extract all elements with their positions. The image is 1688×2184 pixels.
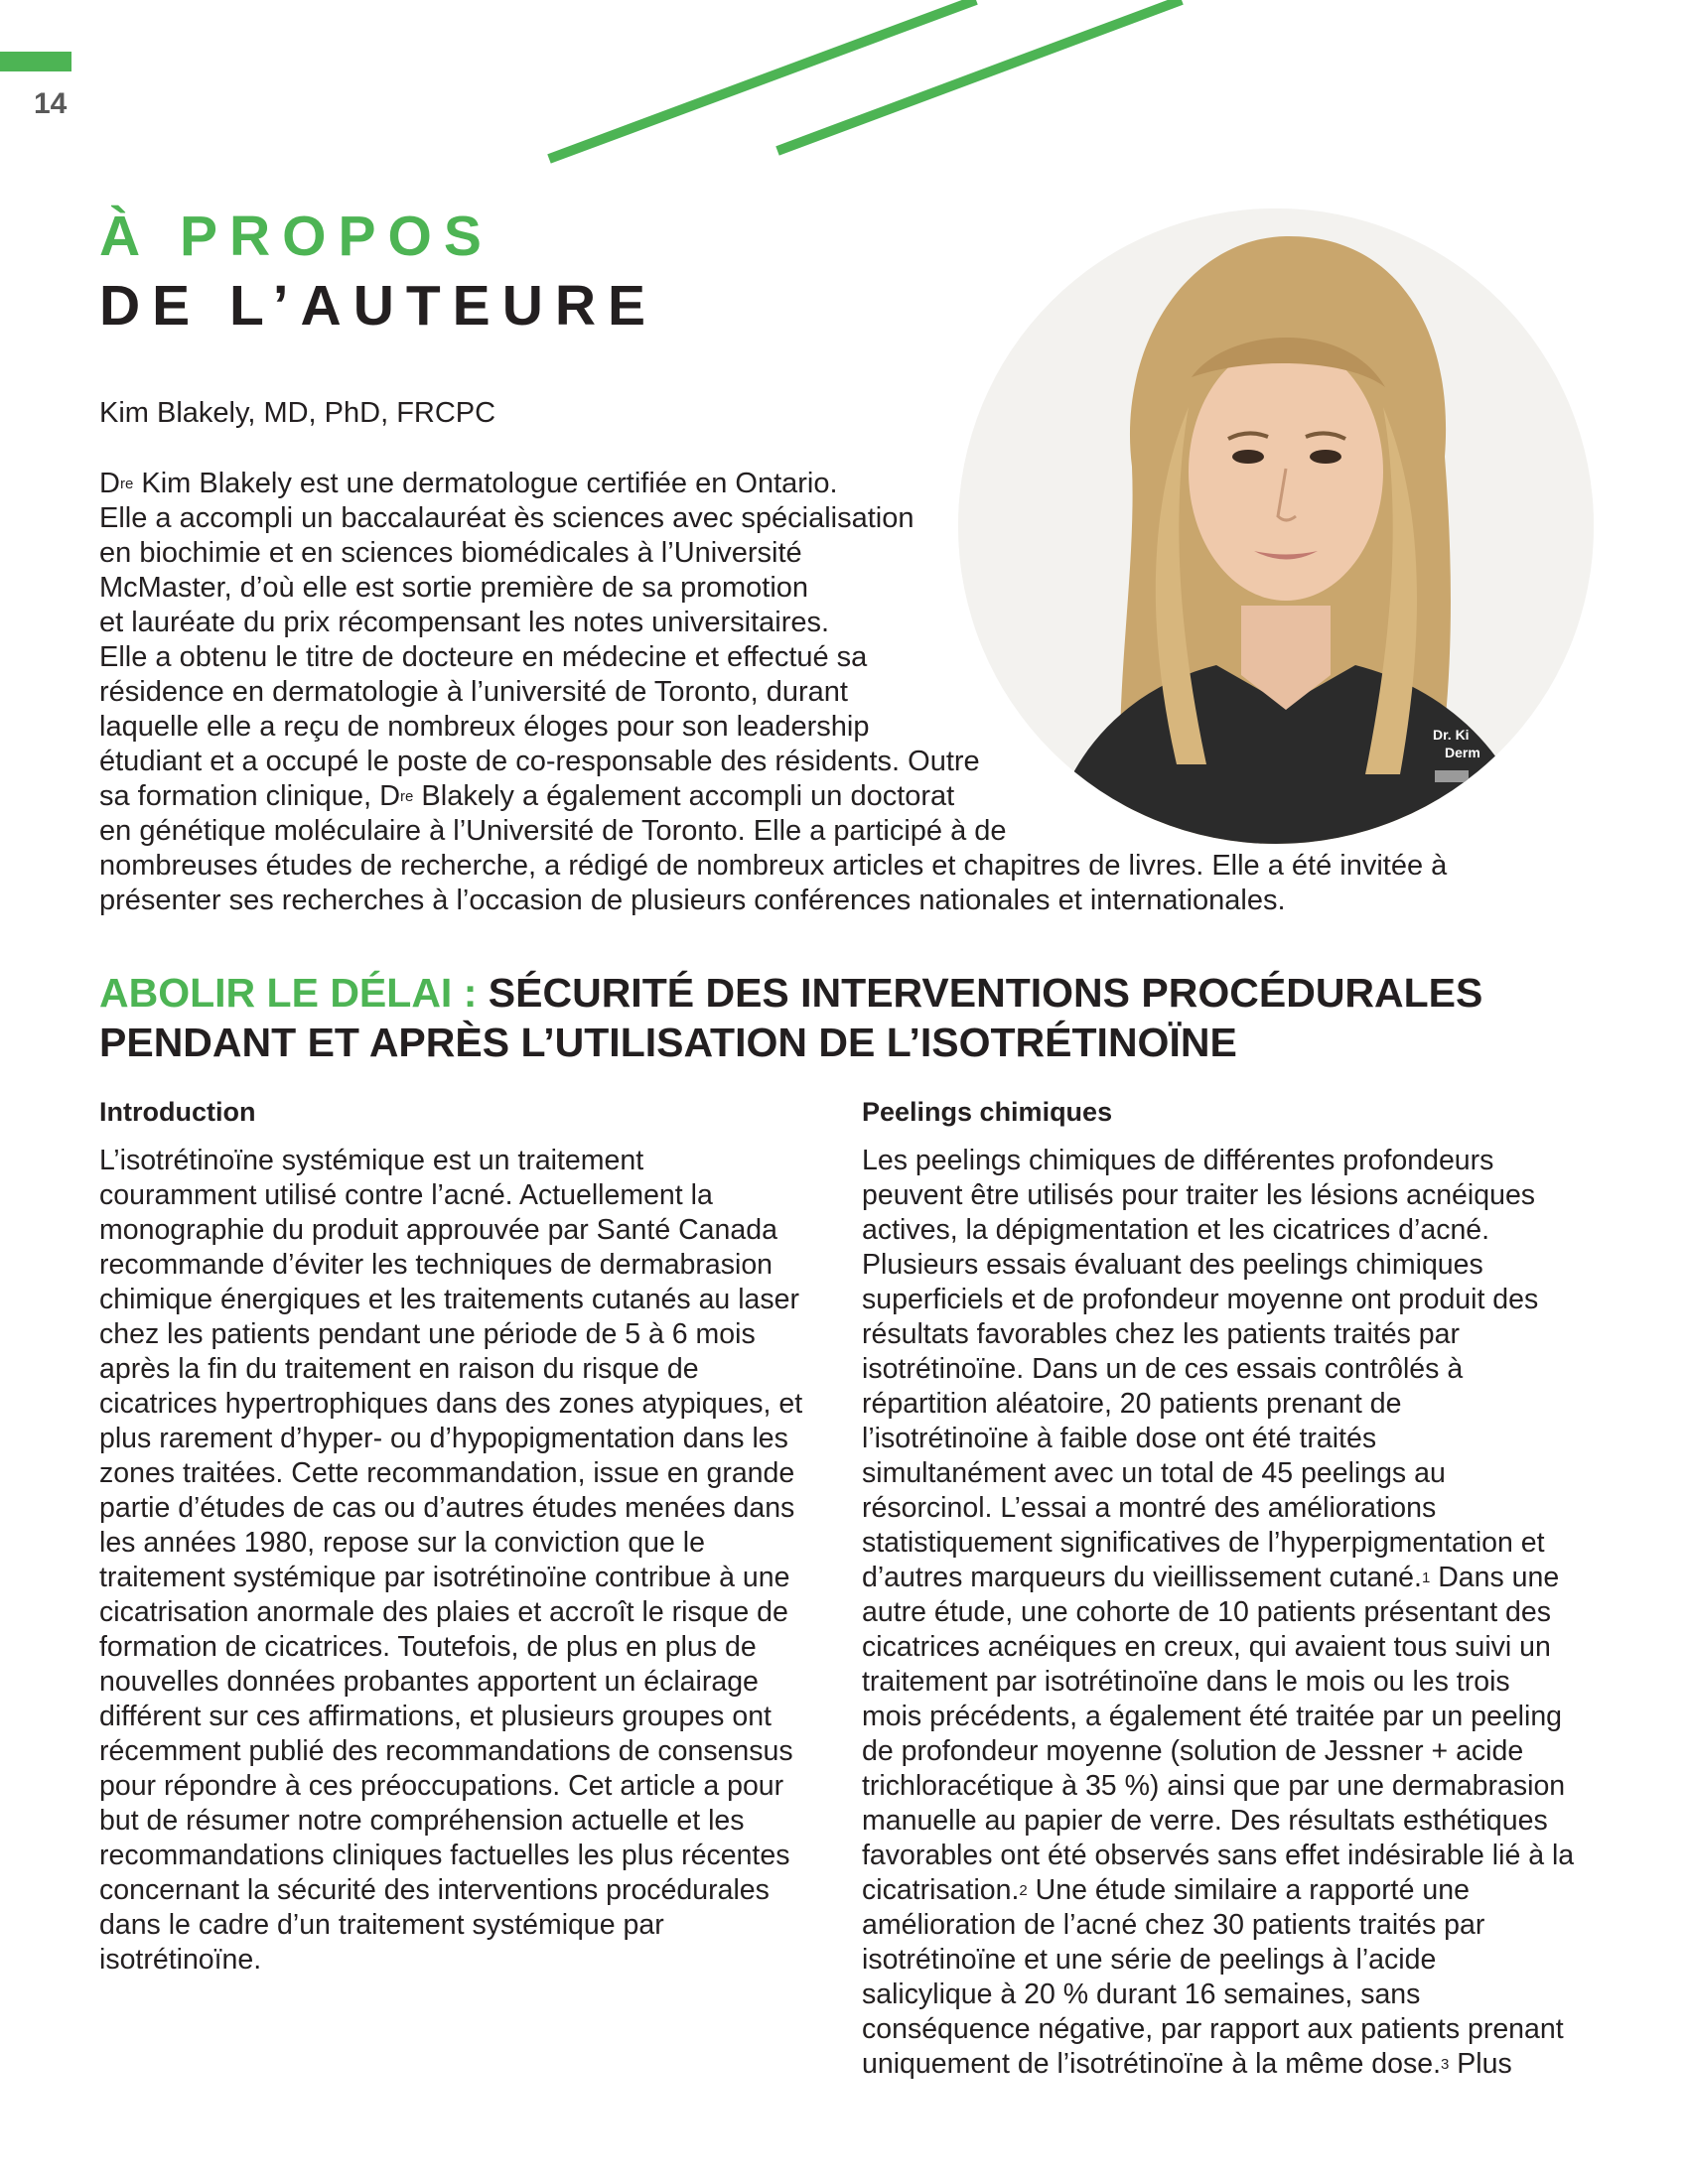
text-run: Dans une <box>1430 1562 1560 1593</box>
article-title-green: ABOLIR LE DÉLAI : <box>99 970 478 1016</box>
text-run: zones traitées. Cette recommandation, issue en grande <box>99 1457 795 1489</box>
article-title <box>99 968 1618 1067</box>
introduction-line <box>99 1178 814 1213</box>
introduction-line <box>99 1700 814 1734</box>
introduction-line <box>99 1908 814 1943</box>
text-run: cicatrisation anormale des plaies et accroît le risque de <box>99 1596 788 1628</box>
text-run: étudiant et a occupé le poste de co-responsable des résidents. Outre <box>99 746 980 777</box>
text-run: salicylique à 20 % durant 16 semaines, sans <box>862 1979 1421 2010</box>
peelings-line <box>862 1561 1577 1595</box>
peelings-line <box>862 1665 1577 1700</box>
text-run: concernant la sécurité des interventions procédurales <box>99 1874 770 1906</box>
introduction-line <box>99 1526 814 1561</box>
text-run: Blakely a également accompli un doctorat <box>413 780 955 812</box>
decorative-slashes <box>0 0 1688 169</box>
text-run: uniquement de l’isotrétinoïne à la même dose. <box>862 2048 1442 2080</box>
article-title-dark-1: SÉCURITÉ DES INTERVENTIONS PROCÉDURALES <box>488 970 1483 1016</box>
text-run: nouvelles données probantes apportent un éclairage <box>99 1666 759 1698</box>
text-run: trichloracétique à 35 %) ainsi que par une dermabrasion <box>862 1770 1566 1802</box>
bio-line <box>99 814 1549 849</box>
text-run: Kim Blakely est une dermatologue certifiée en Ontario. <box>133 468 838 499</box>
text-run: de profondeur moyenne (solution de Jessner + acide <box>862 1735 1524 1767</box>
bio-line <box>99 571 1549 606</box>
text-run: isotrétinoïne. Dans un de ces essais contrôlés à <box>862 1353 1464 1385</box>
peelings-line <box>862 1456 1577 1491</box>
peelings-line <box>862 1213 1577 1248</box>
bio-line <box>99 710 1549 745</box>
text-run: sa formation clinique, D <box>99 780 401 812</box>
introduction-line <box>99 1248 814 1283</box>
text-run: plus rarement d’hyper- ou d’hypopigmentation dans les <box>99 1423 788 1454</box>
introduction-line <box>99 1387 814 1422</box>
bio-line <box>99 501 1549 536</box>
text-run: en biochimie et en sciences biomédicales à l’Université <box>99 537 802 569</box>
text-run: résultats favorables chez les patients traités par <box>862 1318 1460 1350</box>
bio-line <box>99 675 1549 710</box>
peelings-line <box>862 1943 1577 1978</box>
text-run: Plusieurs essais évaluant des peelings chimiques <box>862 1249 1483 1281</box>
peelings-line <box>862 2047 1577 2082</box>
superscript: re <box>119 476 134 492</box>
text-run: but de résumer notre compréhension actuelle et les <box>99 1805 745 1837</box>
introduction-line <box>99 1734 814 1769</box>
text-run: isotrétinoïne. <box>99 1944 262 1976</box>
peelings-line <box>862 1700 1577 1734</box>
text-run: résorcinol. L’essai a montré des améliorations <box>862 1492 1437 1524</box>
introduction-line <box>99 1769 814 1804</box>
text-run: favorables ont été observés sans effet indésirable lié à la <box>862 1840 1575 1871</box>
author-credentials: Kim Blakely, MD, PhD, FRCPC <box>99 397 496 429</box>
introduction-line <box>99 1456 814 1491</box>
text-run: mois précédents, a également été traitée par un peeling <box>862 1701 1563 1732</box>
text-run: nombreuses études de recherche, a rédigé de nombreux articles et chapitres de livres. Elle a été invitée à <box>99 850 1448 882</box>
text-run: superficiels et de profondeur moyenne ont produit des <box>862 1284 1539 1315</box>
superscript: 1 <box>1421 1570 1431 1586</box>
text-run: laquelle elle a reçu de nombreux éloges pour son leadership <box>99 711 870 743</box>
introduction-line <box>99 1665 814 1700</box>
bio-line <box>99 884 1549 918</box>
text-run: dans le cadre d’un traitement systémique par <box>99 1909 664 1941</box>
introduction-line <box>99 1839 814 1873</box>
peelings-line <box>862 1839 1577 1873</box>
text-run: traitement systémique par isotrétinoïne contribue à une <box>99 1562 790 1593</box>
text-run: statistiquement significatives de l’hyperpigmentation et <box>862 1527 1545 1559</box>
text-run: manuelle au papier de verre. Des résultats esthétiques <box>862 1805 1548 1837</box>
text-run: Elle a obtenu le titre de docteure en médecine et effectué sa <box>99 641 868 673</box>
bio-line <box>99 640 1549 675</box>
text-run: cicatrices hypertrophiques dans des zones atypiques, et <box>99 1388 803 1420</box>
introduction-line <box>99 1873 814 1908</box>
text-run: couramment utilisé contre l’acné. Actuellement la <box>99 1179 713 1211</box>
text-run: chez les patients pendant une période de 5 à 6 mois <box>99 1318 756 1350</box>
text-run: d’autres marqueurs du vieillissement cutané. <box>862 1562 1422 1593</box>
text-run: conséquence négative, par rapport aux patients prenant <box>862 2013 1564 2045</box>
peelings-line <box>862 1144 1577 1178</box>
peelings-line <box>862 1317 1577 1352</box>
peelings-line <box>862 1630 1577 1665</box>
text-run: peuvent être utilisés pour traiter les lésions acnéiques <box>862 1179 1536 1211</box>
text-run: différent sur ces affirmations, et plusieurs groupes ont <box>99 1701 772 1732</box>
peelings-line <box>862 1283 1577 1317</box>
text-run: l’isotrétinoïne à faible dose ont été traités <box>862 1423 1377 1454</box>
text-run: Les peelings chimiques de différentes profondeurs <box>862 1145 1494 1176</box>
peelings-line <box>862 1352 1577 1387</box>
text-run: présenter ses recherches à l’occasion de plusieurs conférences nationales et internationales. <box>99 885 1286 916</box>
text-run: traitement par isotrétinoïne dans le mois ou les trois <box>862 1666 1510 1698</box>
text-run: et lauréate du prix récompensant les notes universitaires. <box>99 607 830 638</box>
peelings-line <box>862 1734 1577 1769</box>
text-run: partie d’études de cas ou d’autres études menées dans <box>99 1492 795 1524</box>
bio-line <box>99 849 1549 884</box>
introduction-line <box>99 1283 814 1317</box>
peelings-line <box>862 1804 1577 1839</box>
slash-line-left <box>549 0 976 159</box>
introduction-line <box>99 1352 814 1387</box>
peelings-line <box>862 1595 1577 1630</box>
introduction-line <box>99 1317 814 1352</box>
introduction-line <box>99 1144 814 1178</box>
peelings-line <box>862 2012 1577 2047</box>
peelings-line <box>862 1178 1577 1213</box>
text-run: résidence en dermatologie à l’université de Toronto, durant <box>99 676 848 708</box>
introduction-line <box>99 1491 814 1526</box>
text-run: actives, la dépigmentation et les cicatrices d’acné. <box>862 1214 1490 1246</box>
slash-line-right <box>777 0 1182 151</box>
bio-line <box>99 779 1549 814</box>
introduction-line <box>99 1561 814 1595</box>
text-run: les années 1980, repose sur la conviction que le <box>99 1527 705 1559</box>
bio-line <box>99 467 1549 501</box>
author-bio <box>99 467 1549 918</box>
text-run: formation de cicatrices. Toutefois, de plus en plus de <box>99 1631 757 1663</box>
introduction-line <box>99 1943 814 1978</box>
peelings-line <box>862 1978 1577 2012</box>
peelings-line <box>862 1491 1577 1526</box>
text-run: Une étude similaire a rapporté une <box>1027 1874 1470 1906</box>
section-title-dark: DE L’AUTEURE <box>99 274 658 338</box>
text-run: isotrétinoïne et une série de peelings à l’acide <box>862 1944 1437 1976</box>
text-run: récemment publié des recommandations de consensus <box>99 1735 793 1767</box>
peelings-line <box>862 1908 1577 1943</box>
bio-line <box>99 536 1549 571</box>
text-run: en génétique moléculaire à l’Université de Toronto. Elle a participé à de <box>99 815 1007 847</box>
peelings-text <box>862 1144 1577 2082</box>
peelings-line <box>862 1769 1577 1804</box>
svg-text:Dr. Ki: Dr. Ki <box>1433 727 1470 743</box>
text-run: cicatrisation. <box>862 1874 1020 1906</box>
page-number: 14 <box>34 87 68 120</box>
introduction-line <box>99 1422 814 1456</box>
text-run: D <box>99 468 120 499</box>
text-run: recommande d’éviter les techniques de dermabrasion <box>99 1249 774 1281</box>
text-run: simultanément avec un total de 45 peelings au <box>862 1457 1446 1489</box>
text-run: L’isotrétinoïne systémique est un traitement <box>99 1145 644 1176</box>
introduction-line <box>99 1213 814 1248</box>
text-run: monographie du produit approuvée par Santé Canada <box>99 1214 777 1246</box>
introduction-heading: Introduction <box>99 1097 256 1127</box>
introduction-line <box>99 1595 814 1630</box>
text-run: pour répondre à ces préoccupations. Cet article a pour <box>99 1770 784 1802</box>
introduction-line <box>99 1630 814 1665</box>
superscript: 2 <box>1019 1882 1028 1899</box>
peelings-heading: Peelings chimiques <box>862 1097 1113 1127</box>
text-run: amélioration de l’acné chez 30 patients traités par <box>862 1909 1485 1941</box>
peelings-line <box>862 1873 1577 1908</box>
peelings-line <box>862 1422 1577 1456</box>
peelings-column <box>862 1097 1577 2082</box>
text-run: McMaster, d’où elle est sortie première de sa promotion <box>99 572 809 604</box>
text-run: cicatrices acnéiques en creux, qui avaient tous suivi un <box>862 1631 1551 1663</box>
bio-line <box>99 745 1549 779</box>
introduction-column <box>99 1097 814 1978</box>
peelings-line <box>862 1248 1577 1283</box>
peelings-line <box>862 1526 1577 1561</box>
svg-text:Derm: Derm <box>1445 745 1480 760</box>
superscript: 3 <box>1441 2056 1450 2073</box>
text-run: répartition aléatoire, 20 patients prenant de <box>862 1388 1402 1420</box>
introduction-line <box>99 1804 814 1839</box>
text-run: chimique énergiques et les traitements cutanés au laser <box>99 1284 799 1315</box>
text-run: Plus <box>1449 2048 1512 2080</box>
peelings-line <box>862 1387 1577 1422</box>
text-run: recommandations cliniques factuelles les plus récentes <box>99 1840 790 1871</box>
text-run: Elle a accompli un baccalauréat ès sciences avec spécialisation <box>99 502 914 534</box>
text-run: autre étude, une cohorte de 10 patients présentant des <box>862 1596 1552 1628</box>
bio-line <box>99 606 1549 640</box>
introduction-text <box>99 1144 814 1978</box>
text-run: après la fin du traitement en raison du risque de <box>99 1353 699 1385</box>
section-title-green: À PROPOS <box>99 205 493 268</box>
article-title-dark-2: PENDANT ET APRÈS L’UTILISATION DE L’ISOTRÉTINOÏNE <box>99 1020 1237 1065</box>
superscript: re <box>400 788 414 805</box>
